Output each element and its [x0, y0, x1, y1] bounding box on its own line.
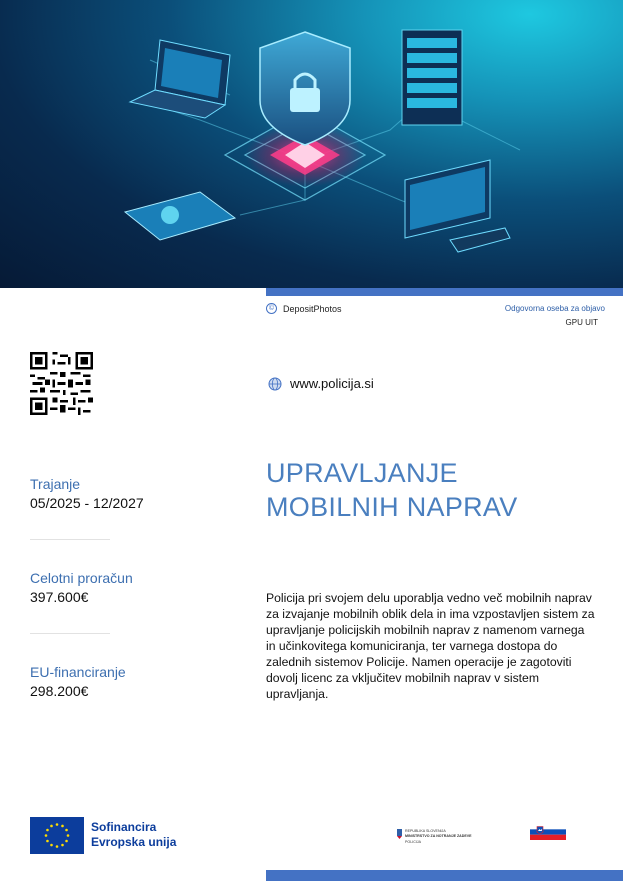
duration-label: Trajanje [30, 476, 81, 492]
ministry-line-1: REPUBLIKA SLOVENIJA [405, 829, 446, 833]
ministry-line-3: POLICIJA [405, 840, 421, 844]
title-line-2: MOBILNIH NAPRAV [266, 492, 518, 522]
website-url[interactable]: www.policija.si [290, 376, 374, 391]
photo-credit [266, 303, 342, 314]
eu-star [56, 845, 59, 848]
responsible-person-value: GPU UIT [565, 318, 598, 327]
copyright-icon: © [266, 303, 277, 314]
eu-text-line-1: Sofinancira [91, 820, 157, 834]
page-title [266, 456, 596, 524]
divider [30, 633, 110, 634]
divider [30, 539, 110, 540]
photo-credit-text: DepositPhotos [283, 303, 342, 314]
total-budget-label: Celotni proračun [30, 570, 133, 586]
eu-star [46, 829, 49, 832]
ministry-line-2: MINISTRSTVO ZA NOTRANJE ZADEVE [405, 834, 472, 838]
bottom-accent-bar [266, 870, 623, 881]
title-line-1: UPRAVLJANJE [266, 458, 458, 488]
eu-star [61, 844, 64, 847]
eu-funding-label: EU-financiranje [30, 664, 126, 680]
eu-star [46, 840, 49, 843]
cybersecurity-illustration [0, 0, 623, 288]
eu-star [56, 823, 59, 826]
duration-value: 05/2025 - 12/2027 [30, 495, 144, 511]
eu-funding-value: 298.200€ [30, 683, 89, 699]
eu-star [67, 834, 70, 837]
hero-image [0, 0, 623, 288]
eu-star [50, 844, 53, 847]
qr-code[interactable] [30, 352, 93, 415]
eu-star [50, 825, 53, 828]
slovenia-flag-icon [530, 824, 566, 840]
ministry-logo [397, 823, 487, 847]
eu-star [65, 829, 68, 832]
eu-flag-icon [30, 817, 84, 854]
eu-star [65, 840, 68, 843]
globe-icon [268, 377, 282, 391]
eu-star [45, 834, 48, 837]
eu-text-line-2: Evropska unija [91, 835, 177, 849]
responsible-person-label: Odgovorna oseba za objavo [504, 304, 605, 313]
eu-cofinanced-label [91, 820, 176, 850]
top-accent-bar [266, 288, 623, 296]
website-link[interactable] [268, 376, 374, 391]
project-description: Policija pri svojem delu uporablja vedno več mobilnih naprav za izvajanje mobilnih oblik dela in ima vzpostavljen sistem za upravljanje policijskih mobilnih naprav z namenom varnega in učinkovitega komuniciranja, ter varnega dostopa do zalednih sistemov Policije. Namen operacije je zagotoviti dovolj licenc za vključitev mobilnih naprav v sistem upravljanja. [266, 591, 595, 701]
eu-star [61, 825, 64, 828]
total-budget-value: 397.600€ [30, 589, 89, 605]
